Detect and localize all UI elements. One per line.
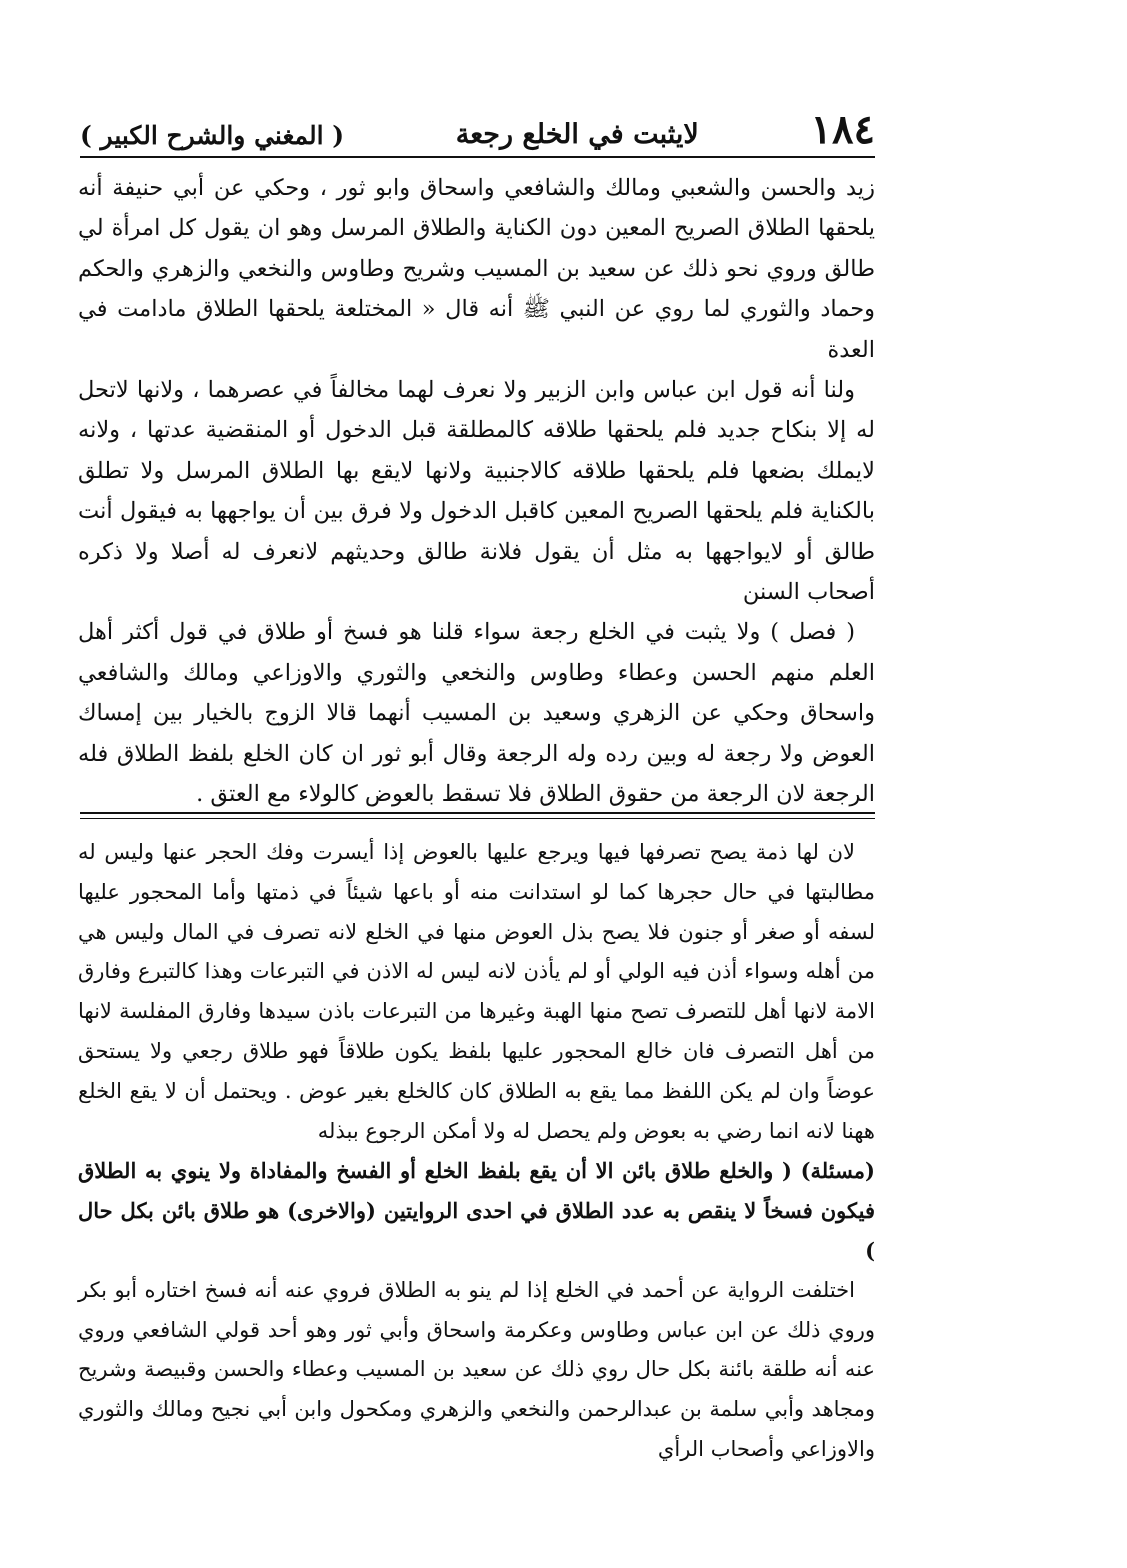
commentary-paragraph-1: لان لها ذمة يصح تصرفها فيها ويرجع عليها بالعوض إذا أيسرت وفك الحجر عنها وليس له مطالبتها في حال حجرها كما لو استدانت منه أو باعها شيئاً في ذمتها وأما المحجور عليها لسفه أو صغر أو جنون فلا يصح بذل العوض منها في الخلع لانه تصرف في المال وليس هي من أهله وسواء أذن فيه الولي أو لم يأذن لانه ليس له الاذن في التبرعات وهذا كالتبرع وفارق الامة لانها أهل للتصرف تصح منها الهبة وغيرها من التبرعات باذن سيدها وفارق المفلسة لانها من أهل التصرف فان خالع المحجور عليها بلفظ يكون طلاقاً فهو طلاق رجعي ولا يستحق عوضاً وان لم يكن اللفظ مما يقع به الطلاق كان كالخلع بغير عوض . ويحتمل أن لا يقع الخلع ههنا لانه انما رضي به بعوض ولم يحصل له ولا أمكن الرجوع ببذله <box>78 840 875 1143</box>
main-paragraph-3: ( فصل ) ولا يثبت في الخلع رجعة سواء قلنا هو فسخ أو طلاق في قول أكثر أهل العلم منهم الحسن وعطاء وطاوس والنخعي والثوري والاوزاعي ومالك والشافعي واسحاق وحكي عن الزهري وسعيد بن المسيب أنهما قالا الزوج بالخيار بين إمساك العوض ولا رجعة له وبين رده وله الرجعة وقال أبو ثور ان كان الخلع بلفظ الطلاق فله الرجعة لان الرجعة من حقوق الطلاق فلا تسقط بالعوض كالولاء مع العتق . <box>78 619 875 808</box>
commentary-paragraph-3: اختلفت الرواية عن أحمد في الخلع إذا لم ينو به الطلاق فروي عنه أنه فسخ اختاره أبو بكر وروي ذلك عن ابن عباس وطاوس وعكرمة واسحاق وأبي ثور وهو أحد قولي الشافعي وروي عنه أنه طلقة بائنة بكل حال روي ذلك عن سعيد بن المسيب وعطاء والحسن وقبيصة وشريح ومجاهد وأبي سلمة بن عبدالرحمن والنخعي والزهري ومكحول وابن أبي نجيح ومالك والثوري والاوزاعي وأصحاب الرأي <box>78 1277 875 1461</box>
main-text <box>78 168 875 815</box>
page-header <box>80 98 875 158</box>
main-paragraph-1: زيد والحسن والشعبي ومالك والشافعي واسحاق وابو ثور ، وحكي عن أبي حنيفة أنه يلحقها الطلاق الصريح المعين دون الكناية والطلاق المرسل وهو ان يقول كل امرأة لي طالق وروي نحو ذلك عن سعيد بن المسيب وشريح وطاوس والنخعي والزهري والحكم وحماد والثوري لما روي عن النبي ﷺ أنه قال « المختلعة يلحقها الطلاق مادامت في العدة <box>78 175 875 363</box>
running-title: لايثبت في الخلع رجعة <box>455 119 699 150</box>
masala-paragraph: (مسئلة) ( والخلع طلاق بائن الا أن يقع بلفظ الخلع أو الفسخ والمفاداة ولا ينوي به الطلاق فيكون فسخاً لا ينقص به عدد الطلاق في احدى الروايتين (والاخرى) هو طلاق بائن بكل حال ) <box>78 1158 875 1263</box>
divider-line-thin <box>80 818 875 819</box>
divider-line-thick <box>80 812 875 814</box>
book-title: ( المغني والشرح الكبير ) <box>80 121 345 150</box>
main-paragraph-2: ولنا أنه قول ابن عباس وابن الزبير ولا نعرف لهما مخالفاً في عصرهما ، ولانها لاتحل له إلا بنكاح جديد فلم يلحقها طلاقه كالمطلقة قبل الدخول أو المنقضية عدتها ، ولانه لايملك بضعها فلم يلحقها طلاقه كالاجنبية ولانها لايقع بها الطلاق المرسل ولا تطلق بالكناية فلم يلحقها الصريح المعين كاقبل الدخول ولا فرق بين أن يواجهها به فيقول أنت طالق أو لايواجهها به مثل أن يقول فلانة طالق وحديثهم لانعرف له أصلا ولا ذكره أصحاب السنن <box>78 377 875 606</box>
commentary-text <box>78 833 875 1470</box>
page-number: ١٨٤ <box>810 106 875 153</box>
section-divider <box>80 812 875 819</box>
